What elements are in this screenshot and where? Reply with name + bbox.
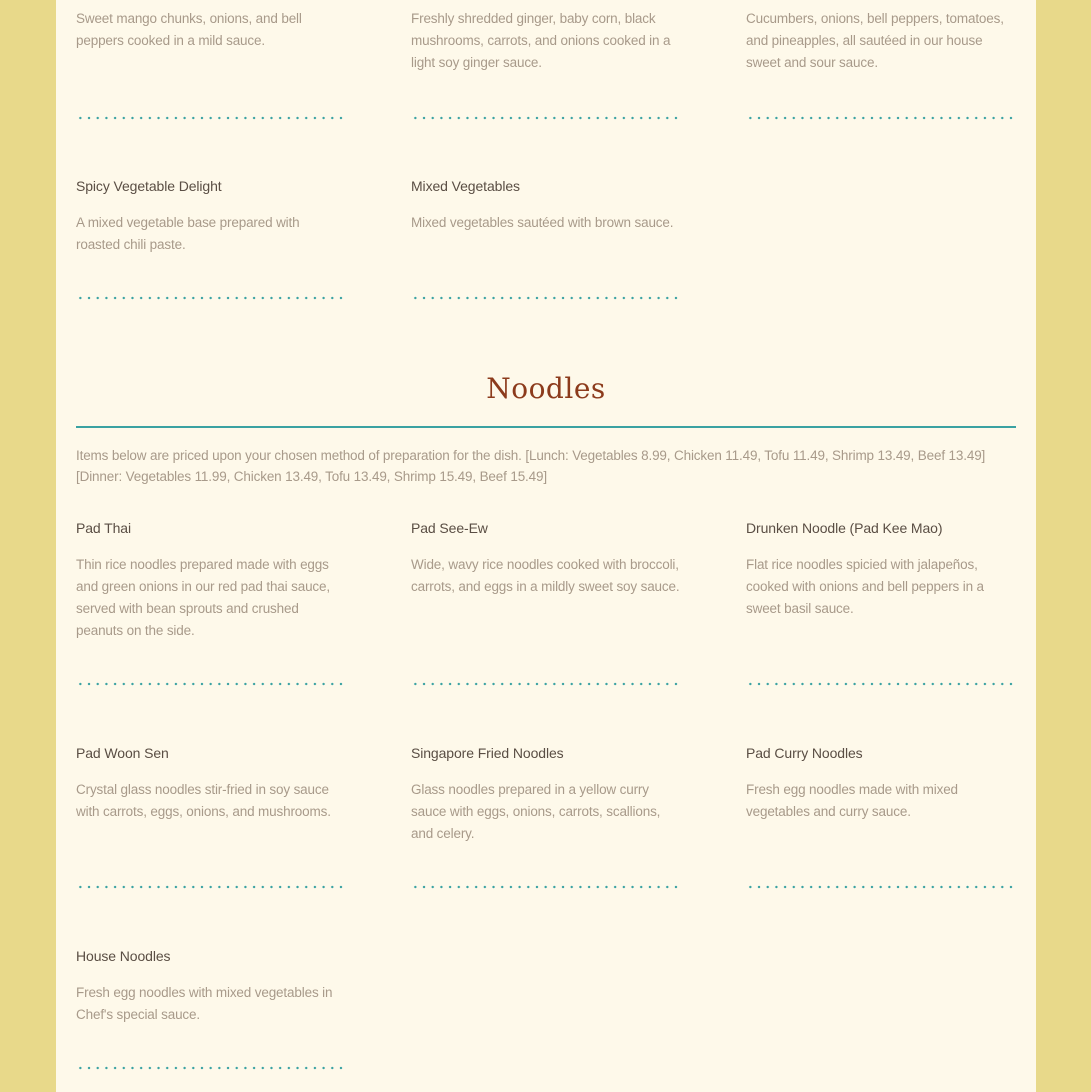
item-description: Sweet mango chunks, onions, and bell peppers cooked in a mild sauce. xyxy=(76,11,302,48)
dotted-divider xyxy=(76,296,346,300)
item-name: House Noodles xyxy=(76,948,171,964)
item-description: Glass noodles prepared in a yellow curry sauce with eggs, onions, carrots, scallions, and celery. xyxy=(411,782,661,841)
dotted-divider xyxy=(76,885,346,889)
dotted-divider xyxy=(76,682,346,686)
section-divider xyxy=(76,426,1016,428)
dotted-divider xyxy=(411,296,681,300)
item-description: Mixed vegetables sautéed with brown sauce. xyxy=(411,215,674,230)
dotted-divider xyxy=(76,116,346,120)
item-description: Wide, wavy rice noodles cooked with broccoli, carrots, and eggs in a mildly sweet soy sauce. xyxy=(411,557,680,594)
item-name: Pad See-Ew xyxy=(411,520,488,536)
dotted-divider xyxy=(411,682,681,686)
item-description: Thin rice noodles prepared made with eggs and green onions in our red pad thai sauce, served with bean sprouts and crushed peanuts on the side. xyxy=(76,557,330,638)
item-name: Mixed Vegetables xyxy=(411,178,520,194)
section-title-noodles: Noodles xyxy=(486,372,606,405)
item-description: Fresh egg noodles with mixed vegetables in Chef's special sauce. xyxy=(76,985,333,1022)
item-description: Fresh egg noodles made with mixed vegetables and curry sauce. xyxy=(746,782,958,819)
item-description: Cucumbers, onions, bell peppers, tomatoes, and pineapples, all sautéed in our house sweet and sour sauce. xyxy=(746,11,1004,70)
item-name: Drunken Noodle (Pad Kee Mao) xyxy=(746,520,943,536)
item-name: Spicy Vegetable Delight xyxy=(76,178,222,194)
item-description: Crystal glass noodles stir-fried in soy sauce with carrots, eggs, onions, and mushrooms. xyxy=(76,782,331,819)
item-description: Freshly shredded ginger, baby corn, black mushrooms, carrots, and onions cooked in a light soy ginger sauce. xyxy=(411,11,671,70)
dotted-divider xyxy=(411,885,681,889)
dotted-divider xyxy=(76,1066,346,1070)
menu-page xyxy=(56,0,1036,1092)
item-description: A mixed vegetable base prepared with roasted chili paste. xyxy=(76,215,300,252)
dotted-divider xyxy=(411,116,681,120)
dotted-divider xyxy=(746,116,1016,120)
section-pricing-note: Items below are priced upon your chosen method of preparation for the dish. [Lunch: Vegetables 8.99, Chicken 11.49, Tofu 11.49, Shrimp 13.49, Beef 13.49] [Dinner: Vegetables 11.99, Chicken 13.49, Tofu 13.49, Shrimp 15.49, Beef 15.49] xyxy=(76,448,986,484)
item-description: Flat rice noodles spicied with jalapeños, cooked with onions and bell peppers in a sweet basil sauce. xyxy=(746,557,984,616)
item-name: Pad Woon Sen xyxy=(76,745,169,761)
item-name: Pad Thai xyxy=(76,520,131,536)
dotted-divider xyxy=(746,682,1016,686)
dotted-divider xyxy=(746,885,1016,889)
item-name: Pad Curry Noodles xyxy=(746,745,863,761)
item-name: Singapore Fried Noodles xyxy=(411,745,564,761)
